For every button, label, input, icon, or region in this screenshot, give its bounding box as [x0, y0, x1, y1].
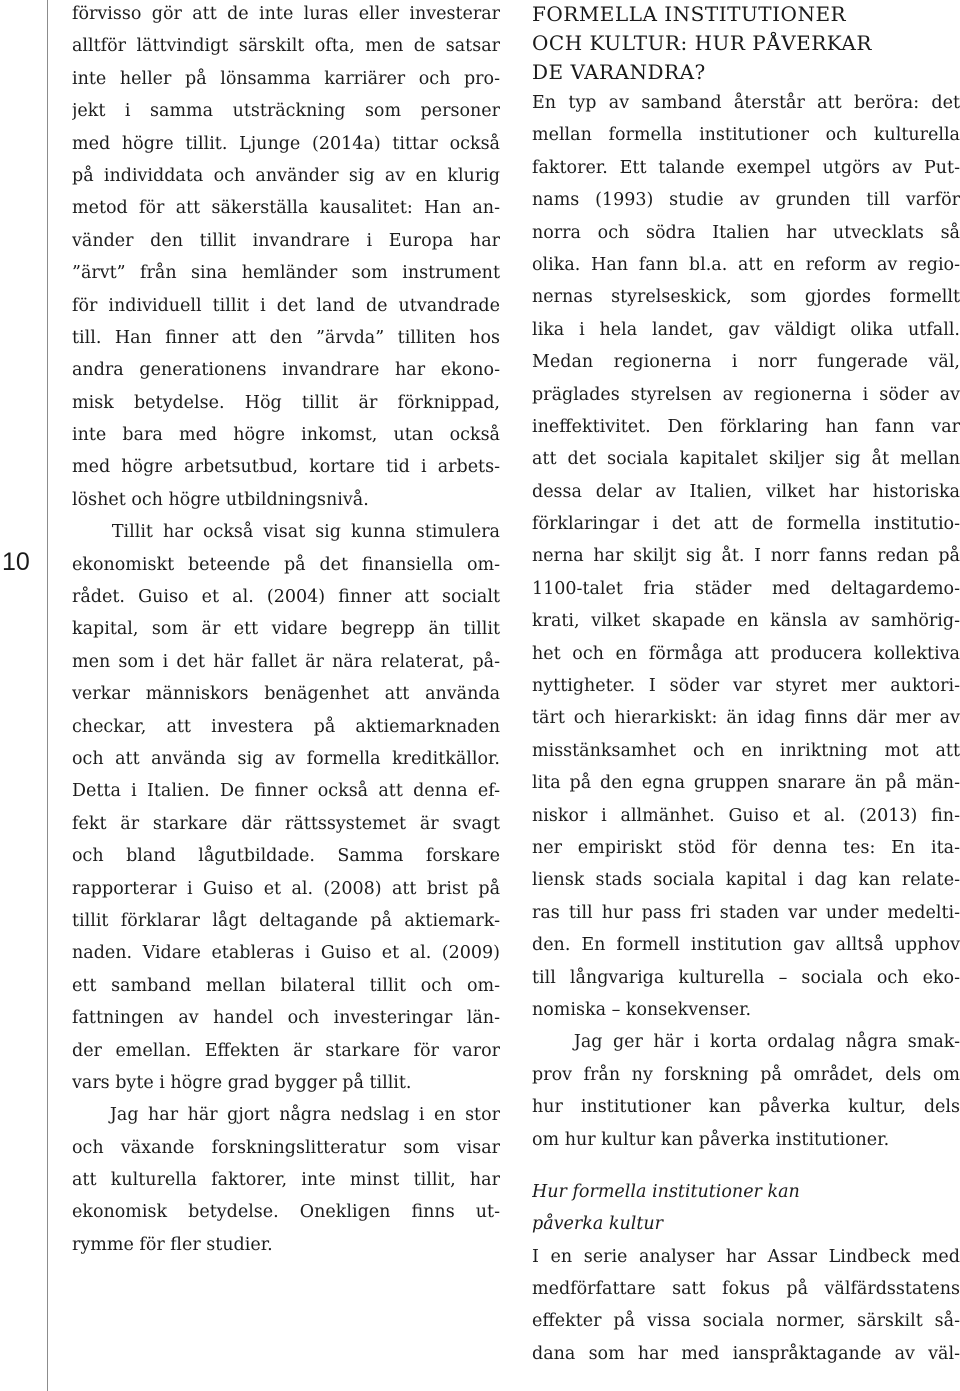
body-text-line: löshet och högre utbildningsnivå. — [72, 489, 369, 510]
body-text-line: inte bara med högre inkomst, utan också — [72, 425, 500, 446]
body-text-line: olika. Han fann bl.a. att en reform av regio- — [532, 254, 960, 275]
body-text-line: Detta i Italien. De finner också att denna ef- — [72, 781, 500, 802]
body-text-line: nerna har skiljt sig åt. I norr fanns redan på — [532, 546, 960, 567]
body-text-line: på individdata och använder sig av en klurig — [72, 165, 500, 186]
body-text-line: med högre arbetsutbud, kortare tid i arbets- — [72, 457, 500, 478]
body-text-line: den. En formell institution gav alltså upphov — [532, 935, 960, 956]
body-text-line: och att använda sig av formella kreditkällor. — [72, 748, 500, 769]
body-text-line: Tillit har också visat sig kunna stimulera — [72, 522, 500, 543]
body-text-line: och bland lågutbildade. Samma forskare — [72, 846, 500, 867]
body-text-line: jekt i samma utsträckning som personer — [72, 101, 500, 122]
body-text-line: ekonomiskt beteende på det finansiella om- — [72, 554, 500, 575]
body-text-line: verkar människors benägenhet att använda — [72, 684, 500, 705]
body-text-line: men som i det här fallet är nära relaterat, på- — [72, 651, 500, 672]
body-text-line: förklaringar i det att de formella institutio- — [532, 514, 960, 535]
body-text-line: niskor i allmänhet. Guiso et al. (2013) fin- — [532, 805, 960, 826]
body-text-line: Medan regionerna i norr fungerade väl, — [532, 352, 960, 373]
body-text-line: nomiska – konsekvenser. — [532, 999, 752, 1020]
body-text-line: till. Han finner att den ”ärvda” tilliten hos — [72, 327, 500, 348]
body-text-line: till långvariga kulturella – sociala och eko- — [532, 967, 960, 988]
body-text-line: hur institutioner kan påverka kultur, dels — [532, 1097, 960, 1118]
body-text-line: mellan formella institutioner och kulturella — [532, 125, 960, 146]
body-text-line: rådet. Guiso et al. (2004) finner att socialt — [72, 587, 500, 608]
body-text-line: dessa delar av Italien, vilket har historiska — [532, 481, 960, 502]
body-text-line: Jag har här gjort några nedslag i en stor — [72, 1105, 500, 1126]
body-text-line: dana som har med ianspråktagande av väl- — [532, 1343, 960, 1364]
body-text-line: med högre tillit. Ljunge (2014a) tittar också — [72, 133, 500, 154]
body-text-line: ekonomisk betydelse. Onekligen finns ut- — [72, 1202, 500, 1223]
body-text-line: misstänksamhet och en inriktning mot att — [532, 740, 960, 761]
body-text-line: och växande forskningslitteratur som visar — [72, 1137, 500, 1158]
right-body-text-after — [532, 1241, 960, 1371]
body-text-line: der emellan. Effekten är starkare för varor — [72, 1040, 500, 1061]
body-text-line: lita på den egna gruppen snarare än på män- — [532, 773, 960, 794]
body-text-line: förvisso gör att de inte luras eller investerar — [72, 4, 500, 24]
body-text-line: 1100-talet fria städer med deltagardemo- — [532, 578, 960, 599]
body-text-line: En typ av samband återstår att beröra: det — [532, 93, 960, 113]
body-text-line: lika i hela landet, gav väldigt olika utfall. — [532, 319, 960, 340]
body-text-line: metod för att säkerställa kausalitet: Han an- — [72, 198, 500, 219]
body-text-line: effekter på vissa sociala normer, särskilt så- — [532, 1311, 960, 1332]
body-text-line: tärt och hierarkiskt: än idag finns där mer av — [532, 708, 960, 729]
body-text-line: medförfattare satt fokus på välfärdsstatens — [532, 1279, 960, 1300]
body-text-line: misk betydelse. Hög tillit är förknippad, — [72, 392, 500, 413]
body-text-line: Jag ger här i korta ordalag några smak- — [532, 1032, 960, 1053]
section-heading — [532, 0, 960, 87]
body-text-line: om hur kultur kan påverka institutioner. — [532, 1129, 890, 1150]
body-text-line: inte heller på lönsamma karriärer och pro- — [72, 68, 500, 89]
body-text-line: vänder den tillit invandrare i Europa har — [72, 230, 500, 251]
page-number: 10 — [2, 548, 30, 576]
subheading-line: påverka kultur — [532, 1214, 663, 1235]
right-body-text — [532, 87, 960, 1156]
body-text-line: ”ärvt” från sina hemländer som instrument — [72, 263, 500, 284]
body-text-line: ras till hur pass fri staden var under medelti- — [532, 902, 960, 923]
body-text-line: liensk stads sociala kapital i dag kan relate- — [532, 870, 960, 891]
body-text-line: nams (1993) studie av grunden till varför — [532, 190, 960, 211]
body-text-line: vars byte i högre grad bygger på tillit. — [72, 1072, 412, 1093]
body-text-line: fattningen av handel och investeringar län- — [72, 1008, 500, 1029]
body-text-line: att det sociala kapitalet skiljer sig åt mellan — [532, 449, 960, 470]
body-text-line: fekt är starkare där rättssystemet är svagt — [72, 813, 500, 834]
body-text-line: prov från ny forskning på området, dels om — [532, 1064, 960, 1085]
body-text-line: faktorer. Ett talande exempel utgörs av Put- — [532, 157, 960, 178]
body-text-line: att kulturella faktorer, inte minst tillit, har — [72, 1170, 500, 1191]
right-column — [532, 0, 960, 1370]
body-text-line: krati, vilket skapade en känsla av samhörig- — [532, 611, 960, 632]
body-text-line: för individuell tillit i det land de utvandrade — [72, 295, 500, 316]
body-text-line: alltför lättvindigt särskilt ofta, men de satsar — [72, 36, 500, 57]
body-text-line: ineffektivitet. Den förklaring han fann var — [532, 416, 960, 437]
body-text-line: kapital, som är ett vidare begrepp än tillit — [72, 619, 500, 640]
body-text-line: het och en förmåga att producera kollektiva — [532, 643, 960, 664]
body-text-line: norra och södra Italien har utvecklats så — [532, 222, 960, 243]
body-text-line: naden. Vidare etableras i Guiso et al. (2009) — [72, 943, 500, 964]
margin-rule — [47, 0, 48, 1391]
body-text-line: präglades styrelsen av regionerna i söder av — [532, 384, 960, 405]
body-text-line: I en serie analyser har Assar Lindbeck med — [532, 1246, 960, 1267]
body-text-line: andra generationens invandrare har ekono- — [72, 360, 500, 381]
subheading-line: Hur formella institutioner kan — [532, 1181, 800, 1202]
heading-line: FORMELLA INSTITUTIONER — [532, 2, 847, 26]
body-text-line: checkar, att investera på aktiemarknaden — [72, 716, 500, 737]
body-text-line: rymme för fler studier. — [72, 1234, 273, 1255]
body-text-line: ner empiriskt stöd för denna tes: En ita- — [532, 837, 960, 858]
body-text-line: nernas styrelseskick, som gjordes formellt — [532, 287, 960, 308]
body-text-line: tillit förklarar lågt deltagande på aktiemark- — [72, 910, 500, 931]
left-column — [72, 0, 500, 1261]
body-text-line: ett samband mellan bilateral tillit och om- — [72, 975, 500, 996]
subsection-heading — [532, 1176, 960, 1241]
body-text-line: nyttigheter. I söder var styret mer auktori- — [532, 676, 960, 697]
body-text-line: rapporterar i Guiso et al. (2008) att brist på — [72, 878, 500, 899]
heading-line: DE VARANDRA? — [532, 60, 706, 84]
heading-line: OCH KULTUR: HUR PÅVERKAR — [532, 31, 872, 55]
